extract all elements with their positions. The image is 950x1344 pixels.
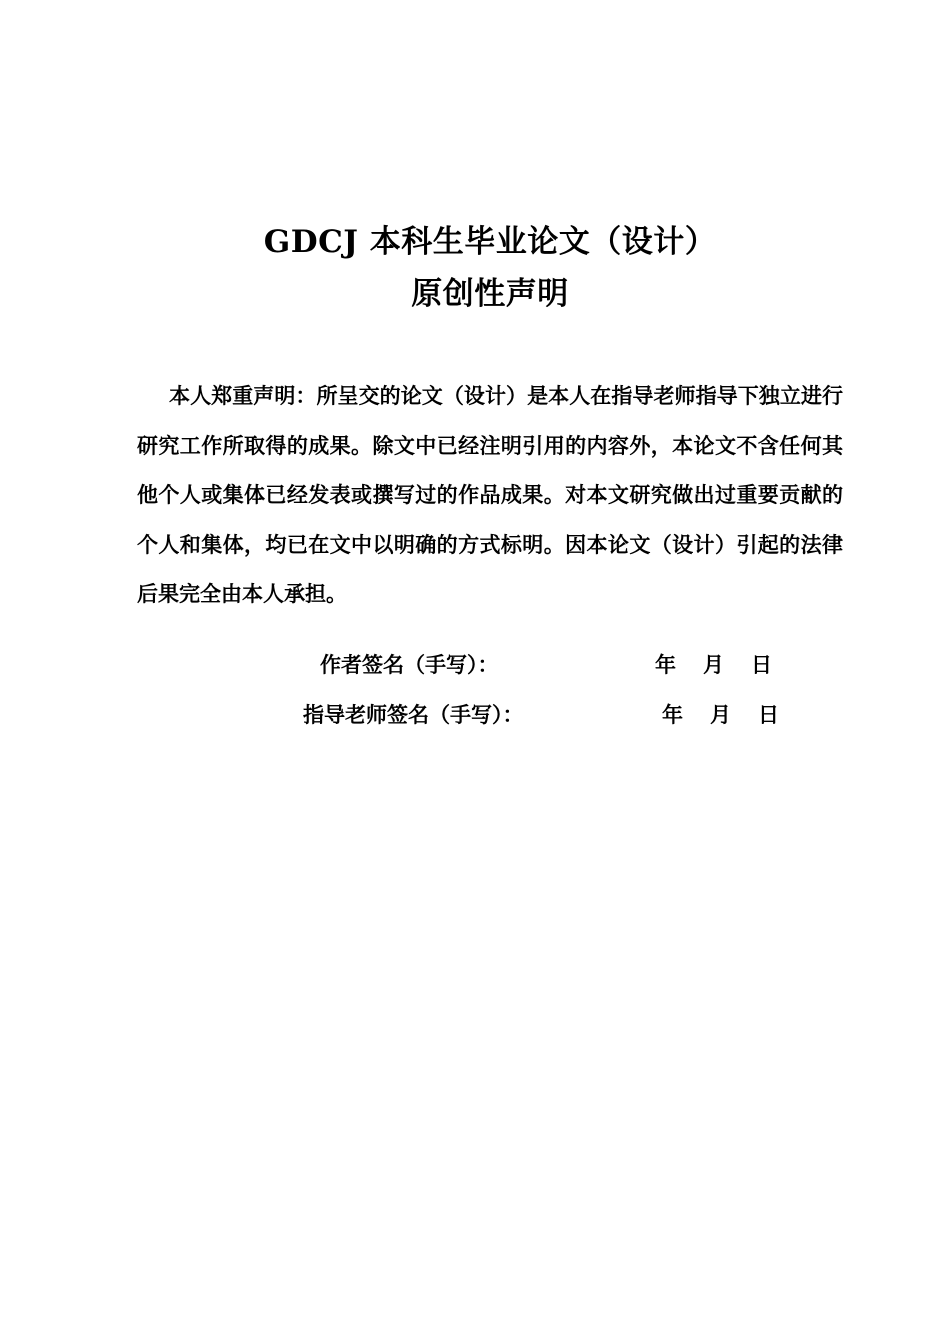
author-date-month: 月: [703, 652, 724, 677]
advisor-date-month: 月: [710, 702, 731, 727]
declaration-body: [137, 371, 843, 619]
author-date-day: 日: [751, 652, 772, 677]
document-title: GDCJ 本科生毕业论文（设计）: [263, 224, 717, 260]
advisor-date-year: 年: [662, 702, 683, 727]
author-date-year: 年: [655, 652, 676, 677]
document-subtitle: 原创性声明: [411, 276, 569, 312]
advisor-signature-label: 指导老师签名（手写）：: [303, 702, 524, 727]
advisor-signature-date: [662, 700, 779, 730]
declaration-paragraph: 本人郑重声明：所呈交的论文（设计）是本人在指导老师指导下独立进行研究工作所取得的成果。除文中已经注明引用的内容外，本论文不含任何其他个人或集体已经发表或撰写过的作品成果。对本文研究做出过重要贡献的个人和集体，均已在文中以明确的方式标明。因本论文（设计）引起的法律后果完全由本人承担。: [137, 383, 843, 606]
author-signature-date: [655, 650, 772, 680]
author-signature-label: 作者签名（手写）：: [320, 652, 499, 677]
advisor-date-day: 日: [758, 702, 779, 727]
